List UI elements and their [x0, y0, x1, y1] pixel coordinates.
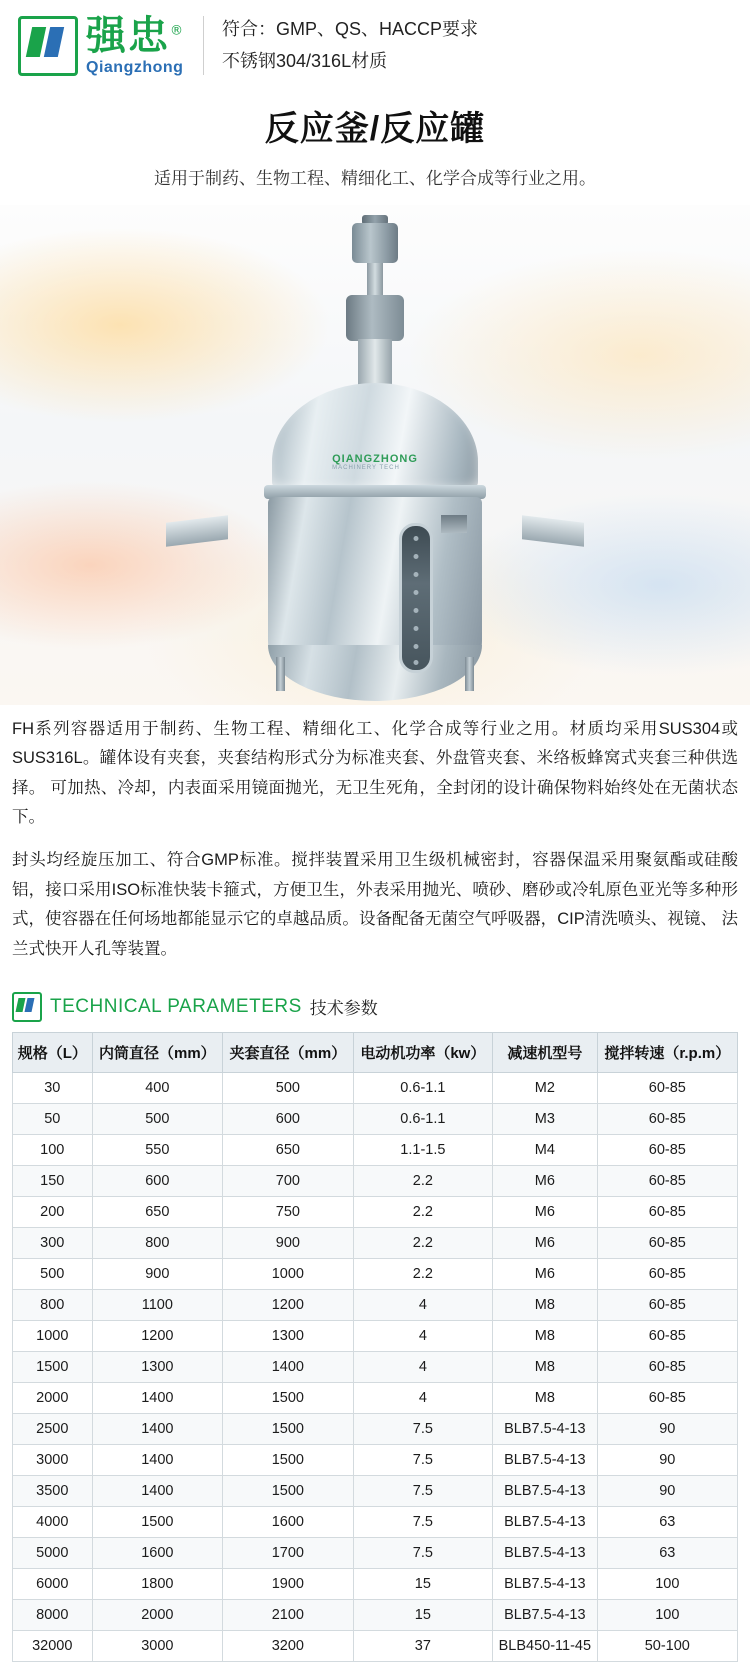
table-cell: 2100 — [223, 1599, 354, 1630]
table-cell: 500 — [223, 1072, 354, 1103]
table-cell: 1400 — [92, 1413, 223, 1444]
table-cell: 32000 — [13, 1630, 93, 1661]
material-line-2: 不锈钢304/316L材质 — [222, 50, 388, 71]
table-row — [13, 1072, 738, 1103]
col-header-inner-diameter: 内筒直径（mm） — [92, 1032, 223, 1072]
table-cell: M6 — [493, 1196, 598, 1227]
col-header-motor-power: 电动机功率（kw） — [353, 1032, 492, 1072]
table-row — [13, 1289, 738, 1320]
table-cell: 750 — [223, 1196, 354, 1227]
table-cell: BLB7.5-4-13 — [493, 1568, 598, 1599]
table-row — [13, 1568, 738, 1599]
title-block — [0, 87, 750, 205]
table-cell: BLB7.5-4-13 — [493, 1475, 598, 1506]
table-row — [13, 1196, 738, 1227]
table-cell: 800 — [13, 1289, 93, 1320]
table-cell: 1500 — [223, 1413, 354, 1444]
table-cell: 0.6-1.1 — [353, 1072, 492, 1103]
table-cell: 63 — [597, 1506, 737, 1537]
table-cell: 60-85 — [597, 1289, 737, 1320]
table-cell: 800 — [92, 1227, 223, 1258]
table-cell: 100 — [597, 1599, 737, 1630]
table-row — [13, 1351, 738, 1382]
table-cell: 37 — [353, 1630, 492, 1661]
table-cell: 1.1-1.5 — [353, 1134, 492, 1165]
table-cell: 2.2 — [353, 1196, 492, 1227]
table-cell: 1100 — [92, 1289, 223, 1320]
table-cell: 60-85 — [597, 1258, 737, 1289]
table-cell: 1000 — [223, 1258, 354, 1289]
table-cell: 8000 — [13, 1599, 93, 1630]
table-cell: 100 — [597, 1568, 737, 1599]
table-cell: 1400 — [92, 1382, 223, 1413]
table-cell: BLB7.5-4-13 — [493, 1444, 598, 1475]
table-row — [13, 1444, 738, 1475]
logo-mark-icon — [18, 16, 78, 76]
registered-trademark-icon: ® — [170, 23, 185, 39]
table-cell: 3000 — [13, 1444, 93, 1475]
logo-text — [86, 12, 185, 76]
table-cell: 6000 — [13, 1568, 93, 1599]
table-cell: 1200 — [92, 1320, 223, 1351]
table-cell: 3000 — [92, 1630, 223, 1661]
table-cell: 30 — [13, 1072, 93, 1103]
table-cell: M8 — [493, 1289, 598, 1320]
table-cell: M8 — [493, 1351, 598, 1382]
table-cell: 15 — [353, 1568, 492, 1599]
page-header — [0, 0, 750, 87]
table-cell: 4 — [353, 1289, 492, 1320]
table-cell: 2500 — [13, 1413, 93, 1444]
table-cell: 15 — [353, 1599, 492, 1630]
technical-parameters-table — [12, 1032, 738, 1662]
description-paragraph-2: 封头均经旋压加工、符合GMP标准。搅拌装置采用卫生级机械密封，容器保温采用聚氨酯或硅酸铝，接口采用ISO标准快装卡箍式，方便卫生，外表采用抛光、喷砂、磨砂或冷轧原色亚光等多种形式，使容器在任何场地都能显示它的卓越品质。设备配备无菌空气呼吸器，CIP清洗喷头、视镜、 法兰式快开人孔等装置。 — [12, 851, 738, 958]
table-cell: 50-100 — [597, 1630, 737, 1661]
table-row — [13, 1258, 738, 1289]
table-cell: 60-85 — [597, 1134, 737, 1165]
table-cell: M6 — [493, 1165, 598, 1196]
logo-chinese-name — [86, 12, 185, 59]
table-cell: 7.5 — [353, 1475, 492, 1506]
section-logo-icon — [12, 992, 42, 1022]
table-cell: 1900 — [223, 1568, 354, 1599]
table-cell: 200 — [13, 1196, 93, 1227]
page-subtitle: 适用于制药、生物工程、精细化工、化学合成等行业之用。 — [154, 169, 596, 188]
logo-cn-text: 强忠 — [86, 12, 170, 59]
table-cell: 7.5 — [353, 1506, 492, 1537]
certification-line-1: 符合：GMP、QS、HACCP要求 — [222, 19, 479, 39]
table-cell: 2.2 — [353, 1227, 492, 1258]
table-row — [13, 1227, 738, 1258]
table-cell: 1500 — [223, 1475, 354, 1506]
table-cell: 900 — [92, 1258, 223, 1289]
sight-glass — [399, 523, 433, 673]
table-cell: 50 — [13, 1103, 93, 1134]
page-title: 反应釜/反应罐 — [264, 110, 486, 148]
table-cell: 63 — [597, 1537, 737, 1568]
table-cell: 400 — [92, 1072, 223, 1103]
table-cell: 0.6-1.1 — [353, 1103, 492, 1134]
table-cell: 60-85 — [597, 1103, 737, 1134]
table-cell: 4000 — [13, 1506, 93, 1537]
table-row — [13, 1630, 738, 1661]
table-cell: 60-85 — [597, 1072, 737, 1103]
table-cell: 1500 — [92, 1506, 223, 1537]
table-cell: 600 — [223, 1103, 354, 1134]
table-cell: 150 — [13, 1165, 93, 1196]
table-cell: 1500 — [13, 1351, 93, 1382]
section-title-en: TECHNICAL PARAMETERS — [50, 995, 302, 1017]
table-cell: 500 — [13, 1258, 93, 1289]
table-cell: 1600 — [92, 1537, 223, 1568]
table-row — [13, 1382, 738, 1413]
table-cell: M4 — [493, 1134, 598, 1165]
table-row — [13, 1320, 738, 1351]
gearbox — [346, 295, 404, 341]
table-cell: 1400 — [223, 1351, 354, 1382]
table-cell: 60-85 — [597, 1320, 737, 1351]
table-cell: M8 — [493, 1382, 598, 1413]
table-cell: 1400 — [92, 1444, 223, 1475]
table-cell: 7.5 — [353, 1413, 492, 1444]
table-cell: 500 — [92, 1103, 223, 1134]
tank-leg-right — [465, 657, 474, 691]
table-cell: 5000 — [13, 1537, 93, 1568]
table-cell: M3 — [493, 1103, 598, 1134]
table-cell: 1500 — [223, 1444, 354, 1475]
tank-leg-left — [276, 657, 285, 691]
table-cell: 700 — [223, 1165, 354, 1196]
table-row — [13, 1103, 738, 1134]
brand-logo — [18, 12, 203, 76]
table-cell: 300 — [13, 1227, 93, 1258]
table-row — [13, 1413, 738, 1444]
table-row — [13, 1599, 738, 1630]
table-cell: 90 — [597, 1475, 737, 1506]
table-cell: 2000 — [13, 1382, 93, 1413]
tank-brand-text: QIANGZHONG — [332, 453, 418, 465]
col-header-spec: 规格（L） — [13, 1032, 93, 1072]
table-cell: 1700 — [223, 1537, 354, 1568]
table-head — [13, 1032, 738, 1072]
table-cell: M2 — [493, 1072, 598, 1103]
col-header-reducer-model: 减速机型号 — [493, 1032, 598, 1072]
table-cell: 60-85 — [597, 1227, 737, 1258]
section-title-cn: 技术参数 — [309, 999, 378, 1019]
table-cell: 650 — [223, 1134, 354, 1165]
table-cell: 1000 — [13, 1320, 93, 1351]
table-cell: 1500 — [223, 1382, 354, 1413]
table-cell: 7.5 — [353, 1444, 492, 1475]
table-cell: BLB7.5-4-13 — [493, 1506, 598, 1537]
tank-brand-label — [332, 453, 418, 471]
table-cell: 4 — [353, 1351, 492, 1382]
certification-lines — [204, 14, 478, 77]
tank-brand-subtext: MACHINERY TECH — [332, 465, 400, 471]
tank-lid — [272, 383, 478, 493]
table-cell: 60-85 — [597, 1196, 737, 1227]
table-cell: 7.5 — [353, 1537, 492, 1568]
table-cell: 1300 — [223, 1320, 354, 1351]
tank-nameplate — [441, 515, 467, 533]
col-header-stirring-speed: 搅拌转速（r.p.m） — [597, 1032, 737, 1072]
table-cell: BLB450-11-45 — [493, 1630, 598, 1661]
table-row — [13, 1475, 738, 1506]
motor-shaft — [367, 263, 383, 297]
table-cell: 2.2 — [353, 1258, 492, 1289]
table-cell: 4 — [353, 1382, 492, 1413]
motor — [352, 223, 398, 263]
table-cell: BLB7.5-4-13 — [493, 1599, 598, 1630]
table-cell: 900 — [223, 1227, 354, 1258]
table-cell: M8 — [493, 1320, 598, 1351]
table-cell: 1200 — [223, 1289, 354, 1320]
table-cell: 1400 — [92, 1475, 223, 1506]
table-cell: 90 — [597, 1413, 737, 1444]
table-cell: 60-85 — [597, 1165, 737, 1196]
table-cell: 100 — [13, 1134, 93, 1165]
table-cell: 60-85 — [597, 1351, 737, 1382]
table-row — [13, 1165, 738, 1196]
table-cell: 4 — [353, 1320, 492, 1351]
tank-support-ear-left — [166, 515, 228, 547]
table-row — [13, 1134, 738, 1165]
table-cell: M6 — [493, 1258, 598, 1289]
table-cell: 2.2 — [353, 1165, 492, 1196]
table-cell: 600 — [92, 1165, 223, 1196]
logo-english-name: Qiangzhong — [86, 58, 184, 76]
table-cell: 650 — [92, 1196, 223, 1227]
table-row — [13, 1537, 738, 1568]
table-cell: 1600 — [223, 1506, 354, 1537]
description-paragraph-1: FH系列容器适用于制药、生物工程、精细化工、化学合成等行业之用。材质均采用SUS304或SUS316L。罐体设有夹套，夹套结构形式分为标准夹套、外盘管夹套、米络板蜂窝式夹套三种供选择。 可加热、冷却，内表面采用镜面抛光，无卫生死角，全封闭的设计确保物料始终处在无菌状态下。 — [12, 720, 738, 827]
table-cell: 90 — [597, 1444, 737, 1475]
table-cell: 60-85 — [597, 1382, 737, 1413]
table-cell: M6 — [493, 1227, 598, 1258]
table-cell: 2000 — [92, 1599, 223, 1630]
table-cell: BLB7.5-4-13 — [493, 1537, 598, 1568]
table-cell: BLB7.5-4-13 — [493, 1413, 598, 1444]
table-cell: 3500 — [13, 1475, 93, 1506]
col-header-jacket-diameter: 夹套直径（mm） — [223, 1032, 354, 1072]
table-cell: 1800 — [92, 1568, 223, 1599]
technical-parameters-heading — [0, 982, 750, 1032]
product-hero-image — [0, 205, 750, 705]
tank-support-ear-right — [522, 515, 584, 547]
table-row — [13, 1506, 738, 1537]
reactor-tank-illustration — [210, 223, 540, 693]
description-section — [0, 705, 750, 982]
table-cell: 550 — [92, 1134, 223, 1165]
table-cell: 3200 — [223, 1630, 354, 1661]
table-body — [13, 1072, 738, 1661]
table-header-row — [13, 1032, 738, 1072]
table-cell: 1300 — [92, 1351, 223, 1382]
